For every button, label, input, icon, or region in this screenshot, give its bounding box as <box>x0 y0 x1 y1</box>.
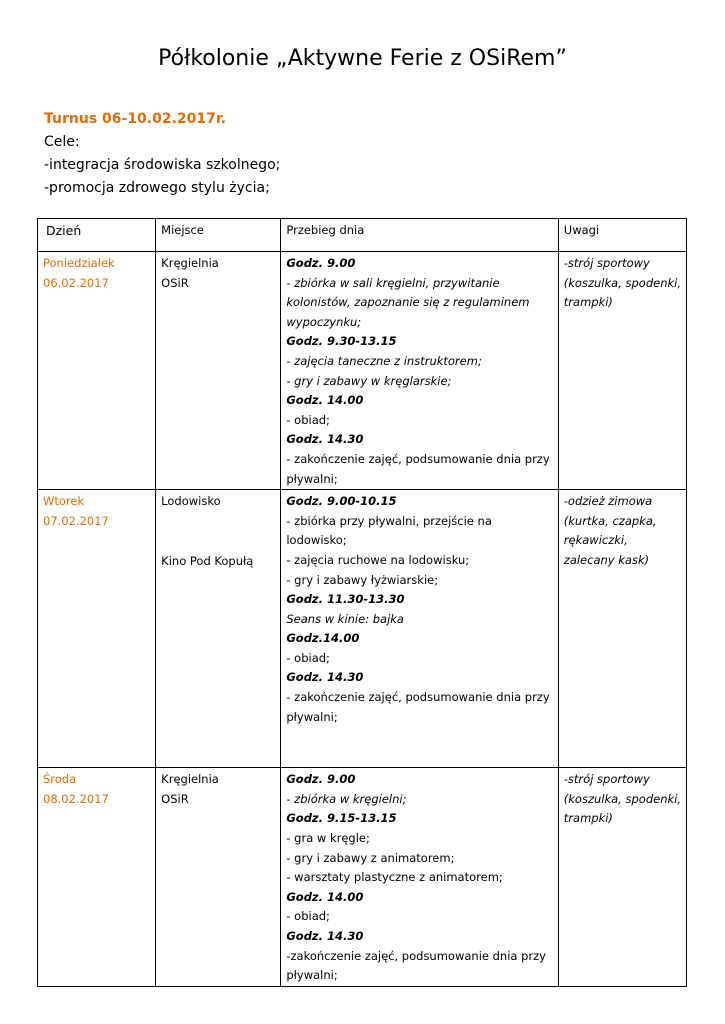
schedule-line: Godz. 9.00 <box>286 772 356 787</box>
schedule-cell <box>281 490 558 768</box>
schedule-line: - zakończenie zajęć, podsumowanie dnia przy pływalni; <box>286 451 550 486</box>
schedule-line: - zakończenie zajęć, podsumowanie dnia przy pływalni; <box>286 690 550 724</box>
schedule-line: - obiad; <box>286 412 330 427</box>
day-date: 07.02.2017 <box>43 513 109 528</box>
schedule-line: - gry i zabawy z animatorem; <box>286 850 455 865</box>
goal-item: -promocja zdrowego stylu życia; <box>44 180 270 196</box>
schedule-line: - zbiórka w kręgielni; <box>286 791 407 806</box>
schedule-cell <box>281 768 558 987</box>
schedule-line: - gra w kręgle; <box>286 831 370 846</box>
schedule-line: Godz. 14.30 <box>286 929 364 943</box>
schedule-line: - zajęcia ruchowe na lodowisku; <box>286 552 470 567</box>
schedule-line: Godz. 11.30-13.30 <box>286 592 405 607</box>
day-cell <box>38 252 156 490</box>
schedule-line: - zbiórka przy pływalni, przejście na lodowisko; <box>286 513 492 548</box>
place-name: OSiR <box>161 791 189 806</box>
schedule-line: Godz. 9.00-10.15 <box>286 494 397 509</box>
schedule-line: Godz. 14.30 <box>286 670 364 685</box>
place-cell <box>156 252 281 490</box>
intro-section <box>44 108 684 200</box>
notes-cell: -odzież zimowa (kurtka, czapka, rękawiczki, zalecany kask) <box>558 490 686 768</box>
day-name: Wtorek <box>43 494 85 509</box>
schedule-line: Godz. 14.30 <box>286 432 364 447</box>
day-date: 06.02.2017 <box>43 275 109 290</box>
schedule-line: Godz. 14.00 <box>286 393 364 408</box>
schedule-line: Godz. 9.15-13.15 <box>286 811 397 826</box>
page-title: Półkolonie „Aktywne Ferie z OSiRem” <box>158 46 567 71</box>
table-row <box>38 768 687 987</box>
schedule-line: - obiad; <box>286 650 330 665</box>
schedule-line: - zbiórka w sali kręgielni, przywitanie kolonistów, zapoznanie się z regulaminem wypoczynku; <box>286 275 530 329</box>
header-notes: Uwagi <box>558 219 686 252</box>
day-name: Poniedziałek <box>43 256 115 270</box>
place-name: Kręgielnia <box>161 772 219 787</box>
header-schedule: Przebieg dnia <box>281 219 558 252</box>
schedule-line: - zajęcia taneczne z instruktorem; <box>286 353 482 368</box>
notes-cell: -strój sportowy (koszulka, spodenki, trampki) <box>558 768 686 987</box>
schedule-line: -zakończenie zajęć, podsumowanie dnia przy pływalni; <box>286 948 546 983</box>
schedule-line: - gry i zabawy łyżwiarskie; <box>286 572 439 587</box>
day-cell <box>38 768 156 987</box>
table-row <box>38 490 687 768</box>
table-header-row <box>38 219 687 252</box>
turnus-heading: Turnus 06-10.02.2017r. <box>44 111 227 127</box>
schedule-table <box>37 218 687 987</box>
schedule-line: - gry i zabawy w kręglarskie; <box>286 373 452 388</box>
day-date: 08.02.2017 <box>43 791 109 806</box>
spacer <box>286 727 553 767</box>
schedule-line: - obiad; <box>286 909 330 924</box>
schedule-cell <box>281 252 558 490</box>
schedule-line: Godz. 9.30-13.15 <box>286 334 397 349</box>
schedule-line: Godz. 14.00 <box>286 889 364 904</box>
day-name: Środa <box>43 772 77 787</box>
day-cell <box>38 490 156 768</box>
spacer <box>161 512 276 552</box>
header-day: Dzień <box>38 219 156 252</box>
place-name: Kręgielnia <box>161 256 219 270</box>
place-name: OSiR <box>161 275 189 290</box>
notes-cell: -strój sportowy (koszulka, spodenki, trampki) <box>558 252 686 490</box>
header-place: Miejsce <box>156 219 281 252</box>
goal-item: -integracja środowiska szkolnego; <box>44 157 281 173</box>
goals-label: Cele: <box>44 134 80 150</box>
place-name: Kino Pod Kopułą <box>161 553 254 568</box>
schedule-line: Seans w kinie: bajka <box>286 611 404 626</box>
schedule-line: Godz.14.00 <box>286 631 360 646</box>
table-row <box>38 252 687 490</box>
schedule-line: Godz. 9.00 <box>286 256 356 270</box>
place-name: Lodowisko <box>161 494 221 509</box>
schedule-line: - warsztaty plastyczne z animatorem; <box>286 870 503 885</box>
place-cell <box>156 490 281 768</box>
place-cell <box>156 768 281 987</box>
